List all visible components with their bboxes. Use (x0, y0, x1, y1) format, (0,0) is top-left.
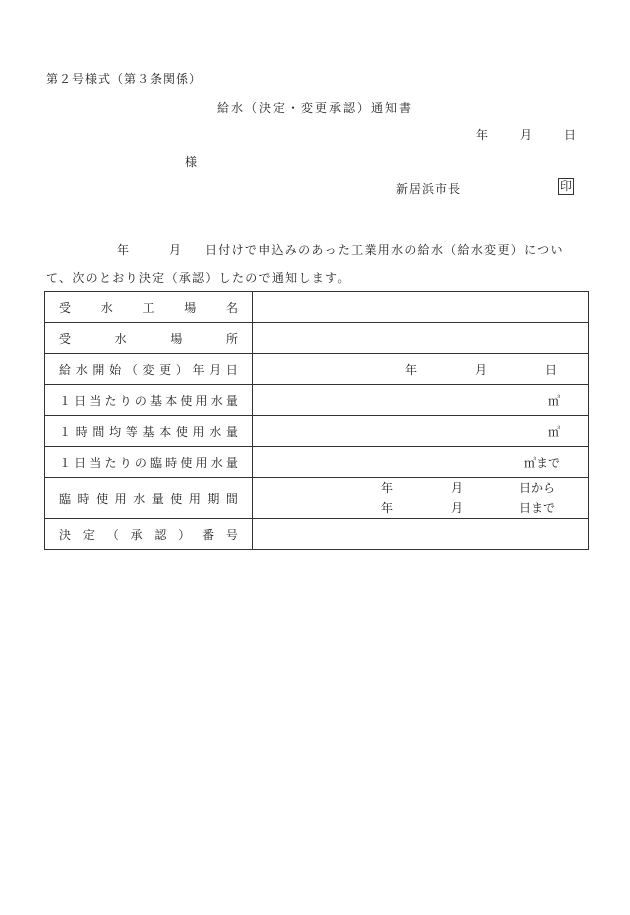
start-day: 日 (545, 362, 558, 377)
label-char: り (119, 455, 132, 470)
label-char: 用 (114, 491, 127, 506)
label-char: 等 (125, 424, 138, 439)
table-row (45, 416, 589, 447)
row-label (45, 447, 253, 478)
label-char: 水 (133, 491, 146, 506)
label-char: 基 (142, 424, 155, 439)
label-char: １ (59, 393, 72, 408)
label-char: 認 (154, 527, 167, 542)
daily-temporary-volume-unit: ㎥まで (253, 447, 589, 478)
label-char: 名 (225, 300, 238, 315)
row-label (45, 385, 253, 416)
label-char: ） (178, 527, 191, 542)
table-row (45, 292, 589, 323)
label-char: 水 (210, 393, 223, 408)
seal-mark: 印 (560, 179, 573, 193)
label-char: 間 (225, 491, 238, 506)
issue-date (476, 126, 576, 143)
label-char: 用 (195, 393, 208, 408)
label-char: 場 (184, 300, 197, 315)
label-char: 本 (165, 393, 178, 408)
period-from-year: 年 (381, 481, 394, 495)
label-char: 基 (150, 393, 163, 408)
label-char: ） (175, 362, 188, 377)
label-char: １ (59, 424, 72, 439)
body-text-line1 (117, 241, 564, 258)
issuer-name: 新居浜市長 (396, 182, 462, 196)
label-char: 号 (225, 527, 238, 542)
label-char: 場 (170, 331, 183, 346)
label-char: 用 (192, 424, 205, 439)
label-char: 時 (75, 424, 88, 439)
label-char: 間 (92, 424, 105, 439)
label-char: 受 (59, 300, 72, 315)
period-from-day: 日から (519, 481, 556, 495)
row-label (45, 416, 253, 447)
label-char: １ (59, 455, 72, 470)
label-char: 水 (210, 455, 223, 470)
body-month: 月 (169, 243, 183, 257)
label-char: 水 (209, 424, 222, 439)
body-year: 年 (117, 243, 131, 257)
label-char: 期 (207, 491, 220, 506)
label-char: 時 (77, 491, 90, 506)
label-char: 年 (192, 362, 205, 377)
form-number: 第２号様式（第３条関係） (46, 72, 203, 86)
label-char: 用 (188, 491, 201, 506)
label-char: 給 (59, 362, 72, 377)
label-char: た (104, 455, 117, 470)
label-char: 使 (180, 455, 193, 470)
label-char: 量 (225, 455, 238, 470)
label-char: 均 (109, 424, 122, 439)
start-date-value (253, 354, 589, 385)
label-char: 変 (142, 362, 155, 377)
table-row (45, 385, 589, 416)
label-char: 用 (195, 455, 208, 470)
label-char: 水 (75, 362, 88, 377)
document-title: 給水（決定・変更承認）通知書 (216, 101, 413, 115)
label-char: の (134, 455, 147, 470)
body-text-line2: て、次のとおり決定（承認）したので通知します。 (46, 271, 351, 285)
table-row (45, 478, 589, 519)
label-char: 工 (142, 300, 155, 315)
label-char: 番 (202, 527, 215, 542)
label-char: 当 (89, 393, 102, 408)
label-char: 時 (165, 455, 178, 470)
label-char: 月 (209, 362, 222, 377)
label-char: 承 (130, 527, 143, 542)
row-label (45, 519, 253, 550)
start-month: 月 (475, 362, 488, 377)
label-char: り (119, 393, 132, 408)
label-char: 所 (225, 331, 238, 346)
period-to-month: 月 (451, 501, 464, 515)
table-row (45, 323, 589, 354)
label-char: 使 (175, 424, 188, 439)
row-label (45, 478, 253, 519)
period-to-year: 年 (381, 501, 394, 515)
temporary-use-period-value (253, 478, 589, 519)
label-char: 日 (74, 455, 87, 470)
label-char: （ (125, 362, 138, 377)
label-char: （ (106, 527, 119, 542)
label-char: 水 (100, 300, 113, 315)
label-char: 量 (151, 491, 164, 506)
issue-date-day: 日 (564, 128, 577, 142)
issue-date-month: 月 (520, 128, 533, 142)
decision-number-value (253, 519, 589, 550)
label-char: 当 (89, 455, 102, 470)
period-to-day: 日まで (519, 501, 556, 515)
label-char: 使 (96, 491, 109, 506)
period-from-month: 月 (451, 481, 464, 495)
label-char: 臨 (150, 455, 163, 470)
label-char: た (104, 393, 117, 408)
start-year: 年 (405, 362, 418, 377)
label-char: 量 (225, 393, 238, 408)
row-label (45, 292, 253, 323)
label-char: 受 (59, 331, 72, 346)
recipient-location-value (253, 323, 589, 354)
issue-date-year: 年 (476, 128, 489, 142)
row-label (45, 323, 253, 354)
label-char: 使 (170, 491, 183, 506)
addressee-suffix: 様 (185, 155, 198, 169)
label-char: 始 (109, 362, 122, 377)
label-char: 日 (225, 362, 238, 377)
daily-basic-volume-unit: ㎥ (253, 385, 589, 416)
row-label (45, 354, 253, 385)
label-char: 開 (92, 362, 105, 377)
label-char: の (134, 393, 147, 408)
table-row (45, 447, 589, 478)
info-table (44, 291, 589, 550)
label-char: 本 (159, 424, 172, 439)
label-char: 定 (82, 527, 95, 542)
label-char: 日 (74, 393, 87, 408)
label-char: 水 (114, 331, 127, 346)
label-char: 決 (59, 527, 72, 542)
label-char: 臨 (59, 491, 72, 506)
table-row (45, 354, 589, 385)
body-rest: 日付けで申込みのあった工業用水の給水（給水変更）につい (205, 243, 564, 257)
label-char: 更 (159, 362, 172, 377)
recipient-factory-name-value (253, 292, 589, 323)
label-char: 量 (225, 424, 238, 439)
table-row (45, 519, 589, 550)
label-char: 使 (180, 393, 193, 408)
hourly-basic-volume-unit: ㎥ (253, 416, 589, 447)
